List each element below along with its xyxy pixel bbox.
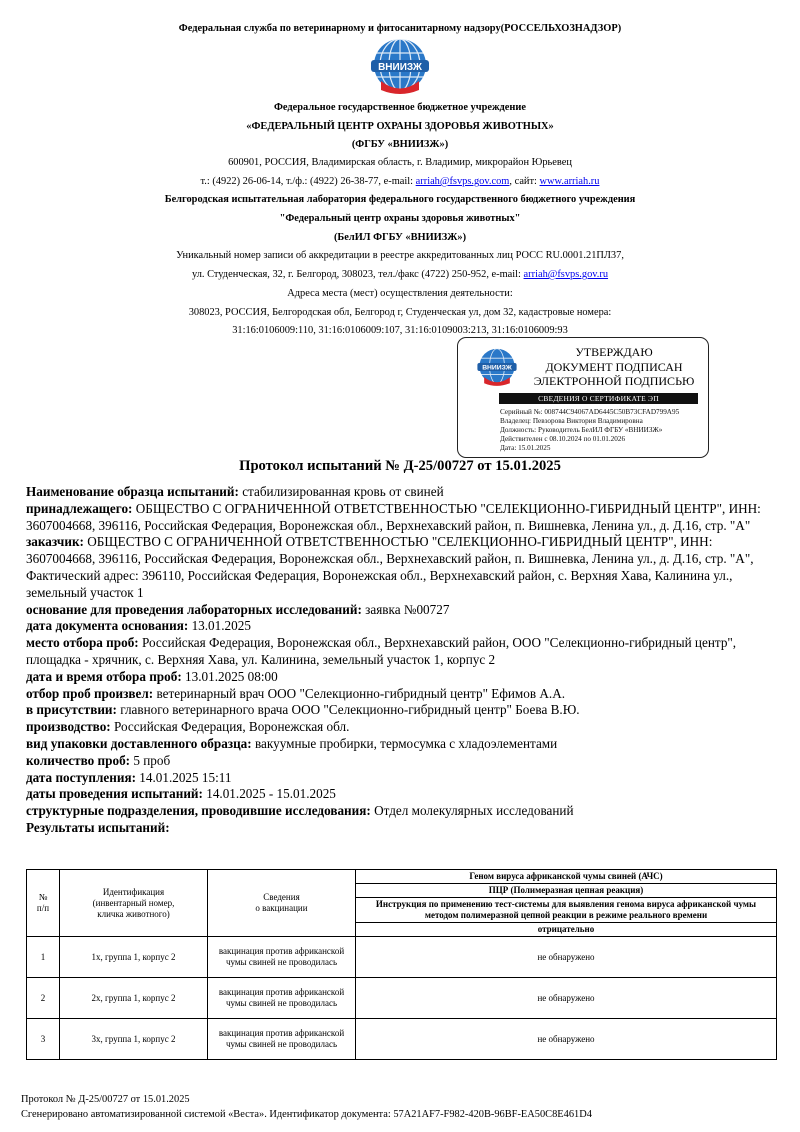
email-link[interactable]: arriah@fsvps.gov.com [415, 176, 510, 187]
org-short: (ФГБУ «ВНИИЗЖ») [351, 139, 449, 150]
stamp-position: Должность: Руководитель БелИЛ ФГБУ «ВНИИЗЖ» [500, 426, 663, 434]
footer-protocol: Протокол № Д-25/00727 от 15.01.2025 [21, 1094, 190, 1105]
field-key: вид упаковки доставленного образца: [26, 735, 252, 751]
cell-result: не обнаружено [356, 978, 777, 1019]
site-link[interactable]: www.arriah.ru [539, 176, 600, 187]
accreditation: Уникальный номер записи об аккредитации в реестре аккредитованных лиц РОСС RU.0001.21ПЛ37, [176, 250, 624, 261]
field-value: вакуумные пробирки, термосумка с хладоэлементами [251, 735, 558, 751]
activity-label: Адреса места (мест) осуществления деятельности: [287, 288, 513, 299]
activity-address: 308023, РОССИЯ, Белгородская обл, Белгород г, Студенческая ул, дом 32, кадастровые номера: [188, 307, 612, 318]
cell-id: 2х, группа 1, корпус 2 [60, 978, 208, 1019]
cell-result: не обнаружено [356, 937, 777, 978]
stamp-logo-icon [472, 347, 522, 387]
header-method: ПЦР (Полимеразная цепная реакция) [356, 884, 777, 898]
field-key: основание для проведения лабораторных исследований: [26, 601, 362, 617]
field-value: ОБЩЕСТВО С ОГРАНИЧЕННОЙ ОТВЕТСТВЕННОСТЬЮ "СЕЛЕКЦИОННО-ГИБРИДНЫЙ ЦЕНТР", ИНН: 3607004668, 396116, Российская Федерация, Воронежская обл., Верхнехавский район, п. Вишневка, Ленина ул., д. Д.16, стр. "А" [26, 500, 761, 533]
col-num-header: № п/п [27, 870, 60, 937]
col-vacc-header: Сведения о вакцинации [208, 870, 356, 937]
field-value: Российская Федерация, Воронежская обл., Верхнехавский район, ООО "Селекционно-гибридный центр", площадка - хрячник, с. Верхняя Хава, ул. Калинина, земельный участок 1, корпус 2 [26, 635, 737, 667]
results-table [26, 869, 777, 1060]
field-key: отбор проб произвел: [26, 685, 154, 701]
field-row [26, 753, 778, 770]
field-row [26, 736, 778, 753]
cell-num: 1 [27, 937, 60, 978]
stamp-valid: Действителен с 08.10.2024 по 01.01.2026 [500, 435, 626, 443]
logo-text: ВНИИЗЖ [378, 62, 422, 73]
org-address: 600901, РОССИЯ, Владимирская область, г. Владимир, микрорайон Юрьевец [228, 157, 572, 168]
field-key: даты проведения испытаний: [26, 786, 203, 802]
table-row [27, 1019, 777, 1060]
field-value: заявка №00727 [361, 601, 450, 617]
stamp-owner: Владелец: Певзорова Виктория Владимировна [500, 417, 643, 425]
e-signature-stamp [457, 337, 709, 458]
stamp-logo-text: ВНИИЗЖ [482, 364, 512, 372]
field-row [26, 534, 778, 601]
cell-result: не обнаружено [356, 1019, 777, 1060]
field-key: дата документа основания: [26, 618, 189, 634]
branch-email-link[interactable]: arriah@fsvps.gov.ru [523, 269, 609, 280]
field-row [26, 719, 778, 736]
field-value: ветеринарный врач ООО "Селекционно-гибридный центр" Ефимов А.А. [153, 685, 566, 701]
stamp-cert-bar: СВЕДЕНИЯ О СЕРТИФИКАТЕ ЭП [499, 393, 698, 404]
field-row [26, 770, 778, 787]
field-value: Отдел молекулярных исследований [370, 803, 574, 819]
cell-vacc: вакцинация против африканской чумы свиней не проводилась [208, 1019, 356, 1060]
field-key: принадлежащего: [26, 500, 133, 516]
org-contacts [0, 175, 800, 188]
field-row [26, 618, 778, 635]
cadastral-numbers: 31:16:0106009:110, 31:16:0106009:107, 31:16:0109003:213, 31:16:0106009:93 [232, 325, 568, 336]
branch-line-2: "Федеральный центр охраны здоровья животных" [279, 213, 521, 224]
field-row [26, 484, 778, 501]
field-value: Российская Федерация, Воронежская обл. [110, 719, 350, 735]
cell-vacc: вакцинация против африканской чумы свиней не проводилась [208, 937, 356, 978]
stamp-approve: УТВЕРЖДАЮ [575, 345, 653, 359]
results-body [27, 937, 777, 1060]
field-row [26, 820, 778, 837]
field-value: 5 проб [130, 752, 171, 768]
vniizh-logo-icon [363, 38, 437, 94]
field-value: ОБЩЕСТВО С ОГРАНИЧЕННОЙ ОТВЕТСТВЕННОСТЬЮ "СЕЛЕКЦИОННО-ГИБРИДНЫЙ ЦЕНТР", ИНН: 3607004668, 396116, Российская Федерация, Воронежская обл., Верхнехавский район, п. Вишневка, Ленина ул., д. Д.16, стр. "А", Фактический адрес: 396110, Российская Федерация, Воронежская обл., Верхнехавский район, с. Верхняя Хава, Калинина ул., земельный участок 1 [26, 534, 754, 600]
field-row [26, 702, 778, 719]
field-key: дата и время отбора проб: [26, 668, 182, 684]
header-norm: отрицательно [356, 923, 777, 937]
col-id-header: Идентификация (инвентарный номер, кличка животного) [60, 870, 208, 937]
field-value: стабилизированная кровь от свиней [238, 484, 444, 499]
cell-vacc: вакцинация против африканской чумы свиней не проводилась [208, 978, 356, 1019]
field-row [26, 786, 778, 803]
cell-id: 3х, группа 1, корпус 2 [60, 1019, 208, 1060]
field-key: в присутствии: [26, 702, 117, 718]
field-row [26, 803, 778, 820]
branch-short: (БелИЛ ФГБУ «ВНИИЗЖ») [333, 232, 467, 243]
protocol-title: Протокол испытаний № Д-25/00727 от 15.01.2025 [239, 458, 561, 474]
field-value: 13.01.2025 [188, 618, 251, 634]
branch-address [0, 268, 800, 281]
cell-num: 3 [27, 1019, 60, 1060]
org-name: «ФЕДЕРАЛЬНЫЙ ЦЕНТР ОХРАНЫ ЗДОРОВЬЯ ЖИВОТНЫХ» [246, 121, 554, 132]
field-row [26, 669, 778, 686]
field-key: производство: [26, 719, 111, 735]
header-genome: Геном вируса африканской чумы свиней (АЧС) [356, 870, 777, 884]
field-value: 13.01.2025 08:00 [181, 668, 278, 684]
stamp-serial: Серийный №: 008744C94067AD6445C50B73CFAD799A95 [500, 408, 680, 416]
sample-fields [26, 484, 778, 837]
field-value: главного ветеринарного врача ООО "Селекционно-гибридный центр" Боева В.Ю. [116, 702, 580, 718]
field-row [26, 501, 778, 535]
stamp-electronic: ЭЛЕКТРОННОЙ ПОДПИСЬЮ [533, 374, 695, 388]
cell-num: 2 [27, 978, 60, 1019]
field-key: Наименование образца испытаний: [26, 484, 239, 499]
field-value: 14.01.2025 15:11 [135, 769, 232, 785]
field-key: заказчик: [26, 534, 84, 550]
field-row [26, 635, 778, 669]
field-key: дата поступления: [26, 769, 136, 785]
branch-address-prefix: ул. Студенческая, 32, г. Белгород, 308023, тел./факс (4722) 250-952, e-mail: [191, 269, 524, 280]
agency-name: Федеральная служба по ветеринарному и фитосанитарному надзору(РОССЕЛЬХОЗНАДЗОР) [178, 23, 622, 34]
field-key: количество проб: [26, 752, 131, 768]
contacts-prefix: т.: (4922) 26-06-14, т./ф.: (4922) 26-38-77, e-mail: [200, 176, 416, 187]
site-prefix: , сайт: [509, 176, 540, 187]
stamp-signed: ДОКУМЕНТ ПОДПИСАН [545, 360, 683, 374]
table-row [27, 978, 777, 1019]
field-value: 14.01.2025 - 15.01.2025 [202, 786, 336, 802]
branch-line-1: Белгородская испытательная лаборатория федерального государственного бюджетного учреждения [164, 194, 636, 205]
field-row [26, 602, 778, 619]
header-instruction: Инструкция по применению тест-системы для выявления генома вируса африканской чумы методом полимеразной цепной реакции в режиме реального времени [356, 898, 777, 923]
cell-id: 1х, группа 1, корпус 2 [60, 937, 208, 978]
table-row [27, 937, 777, 978]
field-row [26, 686, 778, 703]
field-key: место отбора проб: [26, 635, 139, 651]
stamp-date: Дата: 15.01.2025 [500, 444, 551, 452]
footer-generated: Сгенерировано автоматизированной системой «Веста». Идентификатор документа: 57A21AF7-F982-420B-96BF-EA50C8E461D4 [21, 1109, 592, 1120]
org-type: Федеральное государственное бюджетное учреждение [273, 102, 526, 113]
field-key: структурные подразделения, проводившие исследования: [26, 803, 371, 819]
field-key: Результаты испытаний: [26, 819, 170, 835]
